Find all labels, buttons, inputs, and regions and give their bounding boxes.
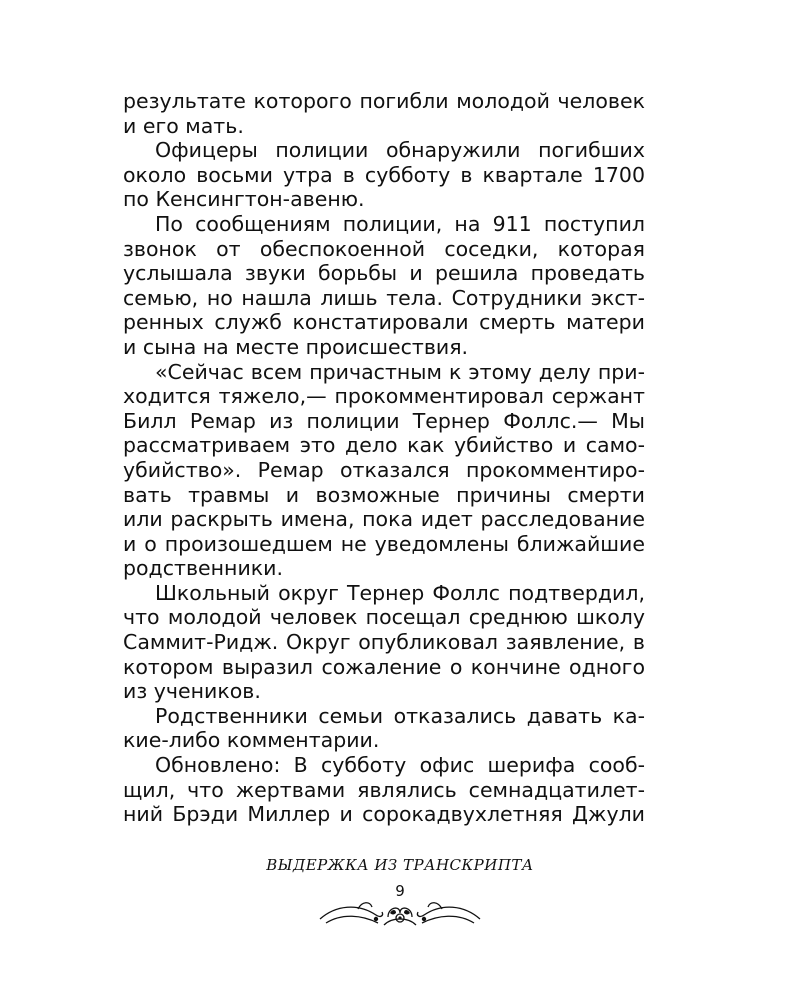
text-line: родственники. xyxy=(123,556,283,581)
text-line: или раскрыть имена, пока идет расследование xyxy=(123,507,645,532)
text-line: около восьми утра в субботу в квартале 1700 xyxy=(123,162,645,187)
text-line: По сообщениям полиции, на 911 поступил xyxy=(155,211,645,236)
running-title: ВЫДЕРЖКА ИЗ ТРАНСКРИПТА xyxy=(266,856,534,874)
text-line: по Кенсингтон-авеню. xyxy=(123,187,365,212)
text-line: рассматриваем это дело как убийство и само- xyxy=(123,433,645,458)
text-line: вать травмы и возможные причины смерти xyxy=(123,482,645,507)
text-line: из учеников. xyxy=(123,679,261,704)
text-line: и его мать. xyxy=(123,113,244,138)
text-line: Офицеры полиции обнаружили погибших xyxy=(155,138,645,163)
text-line: Родственники семьи отказались давать ка- xyxy=(155,703,645,728)
text-line: ний Брэди Миллер и сорокадвухлетняя Джули xyxy=(123,802,645,827)
text-line: котором выразил сожаление о кончине одного xyxy=(123,654,645,679)
text-line: результате которого погибли молодой человек xyxy=(123,89,645,113)
text-line: «Сейчас всем причастным к этому делу при- xyxy=(155,359,645,384)
text-line: Обновлено: В субботу офис шерифа сооб- xyxy=(155,753,645,778)
text-line: ходится тяжело,— прокомментировал сержант xyxy=(123,384,645,409)
flourish-ornament-icon xyxy=(318,893,482,933)
text-line: убийство». Ремар отказался прокомментиро- xyxy=(123,457,645,482)
text-line: Школьный округ Тернер Фоллс подтвердил, xyxy=(155,580,645,605)
text-line: что молодой человек посещал среднюю школу xyxy=(123,605,645,630)
page-number: 9 xyxy=(395,882,405,900)
text-line: звонок от обеспокоенной соседки, которая xyxy=(123,236,645,261)
text-line: и сына на месте происшествия. xyxy=(123,334,469,359)
text-line: ренных служб констатировали смерть матери xyxy=(123,310,645,335)
text-line: Билл Ремар из полиции Тернер Фоллс.— Мы xyxy=(123,408,645,433)
body-text xyxy=(123,89,645,827)
text-line: Саммит-Ридж. Округ опубликовал заявление, в xyxy=(123,630,645,655)
text-line: щил, что жертвами являлись семнадцатилет- xyxy=(123,777,645,802)
text-line: кие-либо комментарии. xyxy=(123,728,380,753)
text-line: услышала звуки борьбы и решила проведать xyxy=(123,261,645,286)
text-line: и о произошедшем не уведомлены ближайшие xyxy=(123,531,645,556)
text-line: семью, но нашла лишь тела. Сотрудники экст- xyxy=(123,285,645,310)
